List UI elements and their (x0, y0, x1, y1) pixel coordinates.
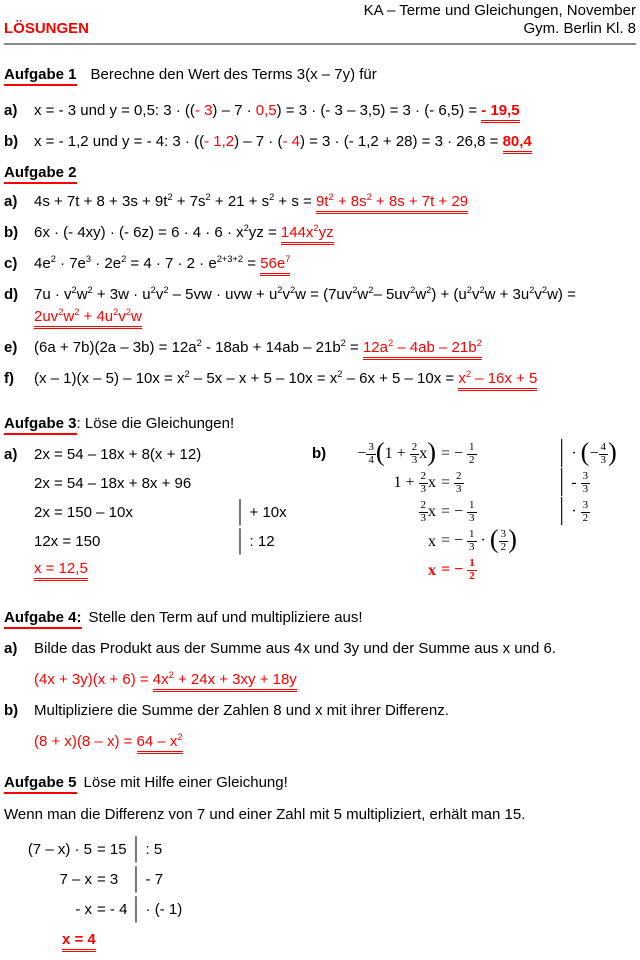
task-4-item-a (4, 638, 636, 659)
item-label: b) (4, 702, 19, 719)
equation-lhs: 7 – x (59, 871, 92, 888)
equation-rhs: = − $\frac{1}{2}$ (441, 441, 475, 466)
equation-rhs: = 3 (97, 871, 119, 888)
task-1-item-a (4, 100, 636, 121)
equation-lhs: 1 + $\frac{2}{3}$ x (393, 470, 436, 495)
equation-step (310, 523, 636, 556)
task-5-problem-text: Wenn man die Differenz von 7 und einer Zahl mit 5 multipliziert, erhält man 15. (4, 806, 526, 823)
equation-step (310, 498, 636, 527)
equation-step (4, 869, 636, 890)
item-label: c) (4, 255, 18, 272)
operation-divider: │ : 5 (132, 837, 163, 862)
equation-step (4, 899, 636, 920)
solution-line: x = 12,5 (4, 556, 310, 585)
item-label: f) (4, 370, 14, 387)
task-1-title: Aufgabe 1 (4, 66, 77, 86)
task-4-solution-a: $(4x + 3y)(x + 6) = 4x^2 + 24x + 3xy + 18y$ (4, 671, 636, 688)
equation-lhs: x (428, 532, 436, 550)
equation-line: $4s + 7t + 8 + 3s + 9t^2 + 7s^2 + 21 + s^2 + s = 9t^2 + 8s^2 + 8s + 7t + 29$ (34, 191, 636, 212)
task-5-title: Aufgabe 5 (4, 774, 77, 794)
task-5-intro: Löse mit Hilfe einer Gleichung! (83, 774, 288, 791)
equation-rhs: = − $\frac{1}{3}$ · ( $\frac{3}{2}$ ) (441, 523, 517, 554)
task-4-intro: Stelle den Term auf und multipliziere aus! (88, 609, 363, 626)
equation-lhs: $\frac{2}{3}$ x (420, 499, 436, 524)
item-label: e) (4, 339, 18, 356)
item-label: a) (4, 640, 18, 657)
task-3-intro: : Löse die Gleichungen! (76, 415, 235, 432)
task-1-intro: Berechne den Wert des Terms 3(x – 7y) für (90, 66, 377, 83)
task-2-item-b (4, 222, 636, 243)
solution-line: x = 4 (62, 929, 636, 950)
course-title: KA – Terme und Gleichungen, November (363, 2, 636, 19)
operation-divider: │ · (− $\frac{4}{3}$ ) (556, 436, 617, 467)
task-4-title: Aufgabe 4: (4, 609, 82, 629)
task-3-heading (4, 415, 636, 432)
item-label: b) (312, 445, 327, 462)
task-2-item-d (4, 284, 636, 305)
task-5-equation-block (4, 839, 636, 950)
solutions-label: LÖSUNGEN (4, 20, 90, 37)
equation-lhs: (7 – x) · 5 (27, 841, 92, 858)
equation-step (310, 436, 636, 469)
equation-rhs: = $\frac{2}{3}$ (441, 470, 462, 495)
task-5 (4, 774, 636, 950)
task-2-item-a (4, 191, 636, 212)
equation-rhs: = − $\frac{1}{3}$ (441, 499, 475, 524)
equation-line: 12x = 150 (34, 533, 101, 550)
equation-line: x = - 1,2 und y = - 4: 3 · ((- 1,2) – 7 · (- 4) = 3 · (- 1,2 + 28) = 3 · 26,8 = 80,4 (34, 131, 636, 152)
equation-step (4, 527, 310, 556)
equation-step (4, 839, 636, 860)
item-label: b) (4, 224, 19, 241)
task-2-heading (4, 164, 636, 181)
equation-line: $7u \cdot v^2w^2 + 3w \cdot u^2v^2 - 5vw$ · uvw + $u^2v^2w = (7uv^2w^2-$ $5uv^2w^2) + (u^2v^2w + 3u^2v^2w)$ = (34, 285, 576, 303)
equation-line: $4e^2 \cdot 7e^3 \cdot 2e^2 = 4 \cdot 7 \cdot 2 \cdot e^{2+3+2} = 56e^7$ (34, 253, 636, 274)
task-2 (4, 164, 636, 389)
equation-lhs: − $\frac{3}{4}$ (1 + $\frac{2}{3}$ x) (357, 436, 436, 467)
task-2-item-f (4, 368, 636, 389)
item-label: a) (4, 102, 18, 119)
equation-step (4, 498, 310, 527)
item-label: a) (4, 193, 18, 210)
equation-lhs: - x (75, 901, 92, 918)
task-1 (4, 66, 636, 152)
equation-line: $(x - 1)(x - 5) - 10x = x^2 - 5x - x + 5 - 10x = x^2 - 6x + 5 - 10x = x^2 - 16x + 5$ (34, 368, 636, 389)
task-1-item-b (4, 131, 636, 152)
equation-rhs: = − $\frac{1}{2}$ (441, 557, 475, 582)
task-4-heading (4, 609, 636, 626)
task-2-item-d-answer: $2uv^2w^2 + 4u^2v^2w$ (4, 306, 636, 327)
equation-line: 2x = 150 – 10x (34, 504, 133, 521)
problem-text: Multipliziere die Summe der Zahlen 8 und x mit ihrer Differenz. (34, 702, 449, 719)
operation-divider: │ · $\frac{3}{2}$ (556, 499, 589, 524)
task-2-item-c (4, 253, 636, 274)
equation-step (310, 469, 636, 498)
equation-step (4, 440, 310, 469)
equation-line: $(6a + 7b)(2a - 3b) = 12a^2 - 18ab + 14ab - 21b^2 = 12a^2 - 4ab - 21b^2$ (34, 337, 636, 358)
equation-line: 6x · (- 4xy) · (- $6z) = 6 \cdot 4 \cdot 6 \cdot x^2yz = 144x^2yz$ (34, 222, 636, 243)
equation-step: 2x = 54 – 18x + 8x + 96 (34, 475, 192, 492)
operation-divider: │ - 7 (132, 867, 164, 892)
operation-divider: │ · (- 1) (132, 897, 183, 922)
task-1-heading (4, 66, 636, 83)
task-2-title: Aufgabe 2 (4, 164, 77, 184)
item-label: b) (4, 133, 19, 150)
task-4-solution-b: $(8 + x)(8 - x) = 64 - x^2$ (4, 733, 636, 750)
problem-text: Bilde das Produkt aus der Summe aus 4x und 3y und der Summe aus x und 6. (34, 640, 556, 657)
equation-line: 2x = 54 – 18x + 8(x + 12) (34, 446, 202, 463)
item-label: d) (4, 286, 19, 303)
task-4-item-b (4, 700, 636, 721)
equation-lhs: x (428, 561, 436, 579)
task-3-title: Aufgabe 3 (4, 415, 77, 435)
task-3-columns (4, 436, 636, 585)
task-2-item-e (4, 337, 636, 358)
item-label: a) (4, 446, 18, 463)
operation-divider: │ + 10x (236, 500, 287, 525)
page-header (4, 2, 636, 45)
equation-rhs: = - 4 (97, 901, 128, 918)
operation-divider: │ : 12 (236, 529, 275, 554)
equation-line: x = - 3 und y = 0,5: 3 · ((- 3) – 7 · 0,5) = 3 · (- 3 – 3,5) = 3 · (- 6,5) = - 19,5 (34, 100, 636, 121)
equation-rhs: = 15 (97, 841, 127, 858)
task-5-heading (4, 774, 636, 791)
task-3-column-b (310, 436, 636, 585)
solution-line (310, 556, 636, 585)
class-label: Gym. Berlin Kl. 8 (523, 20, 636, 37)
task-3-column-a (4, 440, 310, 585)
operation-divider: │ - $\frac{3}{3}$ (556, 470, 589, 495)
task-4 (4, 609, 636, 750)
task-3 (4, 415, 636, 585)
